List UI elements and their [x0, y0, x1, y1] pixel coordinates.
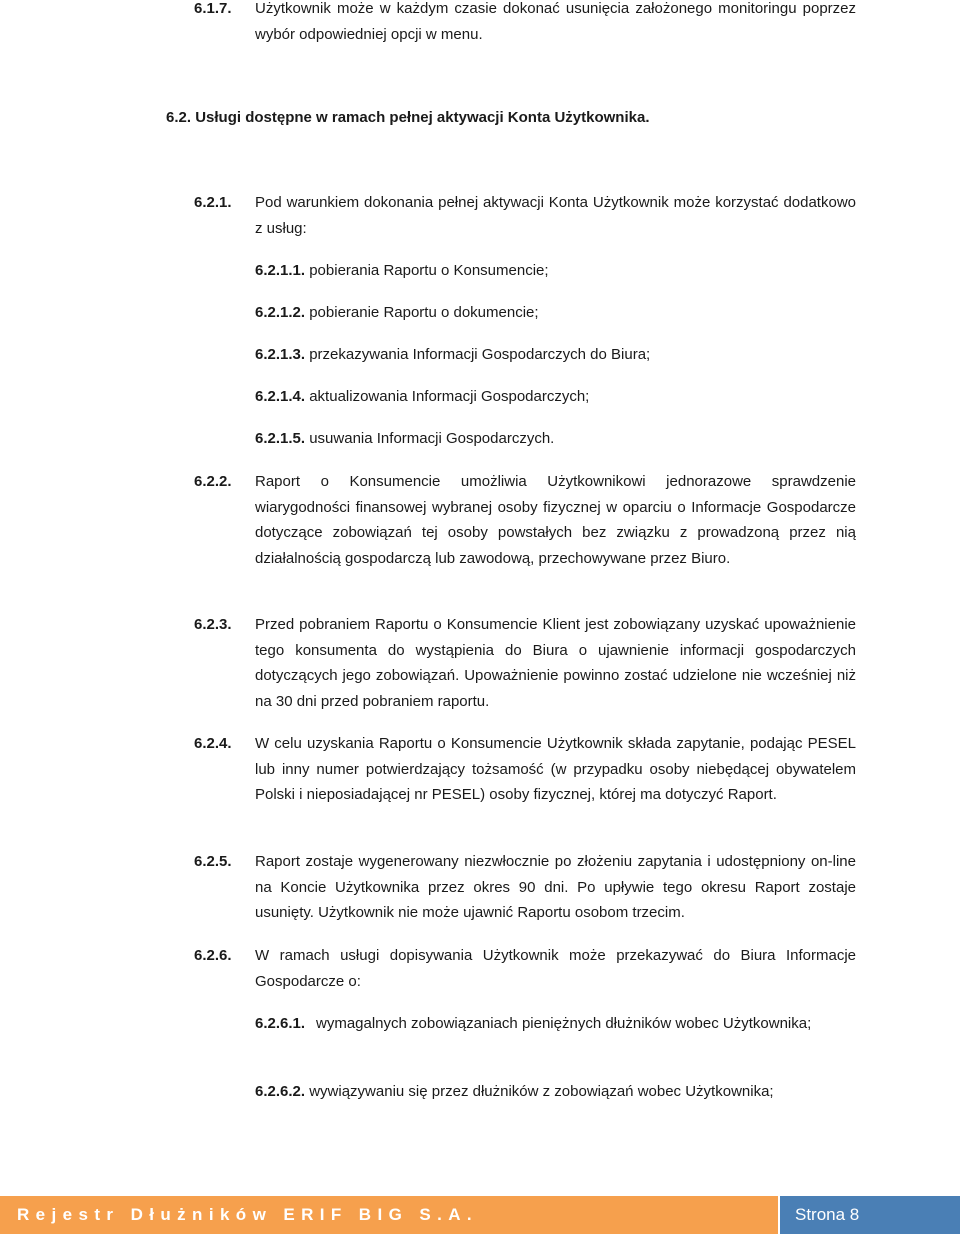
- page-number: Strona 8: [795, 1205, 860, 1224]
- page-footer: [0, 1196, 960, 1234]
- section-number: 6.2.1.: [194, 194, 232, 211]
- section-number: 6.2.3.: [194, 616, 232, 633]
- section-text: Raport o Konsumencie umożliwia Użytkownikowi jednorazowe sprawdzenie wiarygodności finansowej wybranej osoby fizycznej w oparciu o Informacje Gospodarcze dotyczące zobowiązań tej osoby powstałych bez związku z prowadzoną przez nią działalnością gospodarczą lub zawodową, przechowywane przez Biuro.: [255, 473, 856, 567]
- list-item: 6.2.1.5. usuwania Informacji Gospodarczych.: [255, 430, 555, 447]
- section-text: Raport zostaje wygenerowany niezwłocznie po złożeniu zapytania i udostępniony on-line na Koncie Użytkownika przez okres 90 dni. Po upływie tego okresu Raport zostaje usunięty. Użytkownik nie może ujawnić Raportu osobom trzecim.: [255, 853, 856, 921]
- list-item: 6.2.1.2. pobieranie Raportu o dokumencie;: [255, 304, 539, 321]
- footer-company-bar: [0, 1196, 778, 1234]
- section-number: 6.2.5.: [194, 853, 232, 870]
- list-item: 6.2.1.3. przekazywania Informacji Gospodarczych do Biura;: [255, 346, 651, 363]
- footer-company: Rejestr Dłużników ERIF BIG S.A.: [17, 1205, 478, 1224]
- section-number: 6.2.4.: [194, 735, 232, 752]
- list-item: 6.2.6.2. wywiązywaniu się przez dłużników z zobowiązań wobec Użytkownika;: [255, 1083, 774, 1100]
- section-number: 6.1.7.: [194, 0, 232, 17]
- section-text: Przed pobraniem Raportu o Konsumencie Klient jest zobowiązany uzyskać upoważnienie tego konsumenta do wystąpienia do Biura o ujawnienie informacji gospodarczych dotyczących jego zobowiązań. Upoważnienie powinno zostać udzielone nie wcześniej niż na 30 dni przed pobraniem raportu.: [255, 616, 856, 710]
- section-text: W celu uzyskania Raportu o Konsumencie Użytkownik składa zapytanie, podając PESEL lub inny numer potwierdzający tożsamość (w przypadku osoby niebędącej obywatelem Polski i nieposiadającej nr PESEL) osoby fizycznej, której ma dotyczyć Raport.: [255, 735, 856, 803]
- section-number: 6.2.2.: [194, 473, 232, 490]
- section-number: 6.2.6.: [194, 947, 232, 964]
- footer-page-bar: [780, 1196, 960, 1234]
- section-text: Pod warunkiem dokonania pełnej aktywacji Konta Użytkownik może korzystać dodatkowo z usług:: [255, 194, 856, 237]
- list-item: 6.2.1.1. pobierania Raportu o Konsumencie;: [255, 262, 549, 279]
- list-item-text: wymagalnych zobowiązaniach pieniężnych dłużników wobec Użytkownika;: [316, 1015, 812, 1032]
- list-item: 6.2.1.4. aktualizowania Informacji Gospodarczych;: [255, 388, 590, 405]
- section-text: W ramach usługi dopisywania Użytkownik może przekazywać do Biura Informacje Gospodarcze o:: [255, 947, 856, 990]
- heading-number: 6.2.: [166, 109, 192, 126]
- list-item-number: 6.2.6.1.: [255, 1015, 306, 1032]
- section-heading: [166, 109, 650, 126]
- heading-title: Usługi dostępne w ramach pełnej aktywacji Konta Użytkownika.: [195, 109, 650, 126]
- section-text: Użytkownik może w każdym czasie dokonać usunięcia założonego monitoringu poprzez wybór odpowiedniej opcji w menu.: [255, 0, 856, 43]
